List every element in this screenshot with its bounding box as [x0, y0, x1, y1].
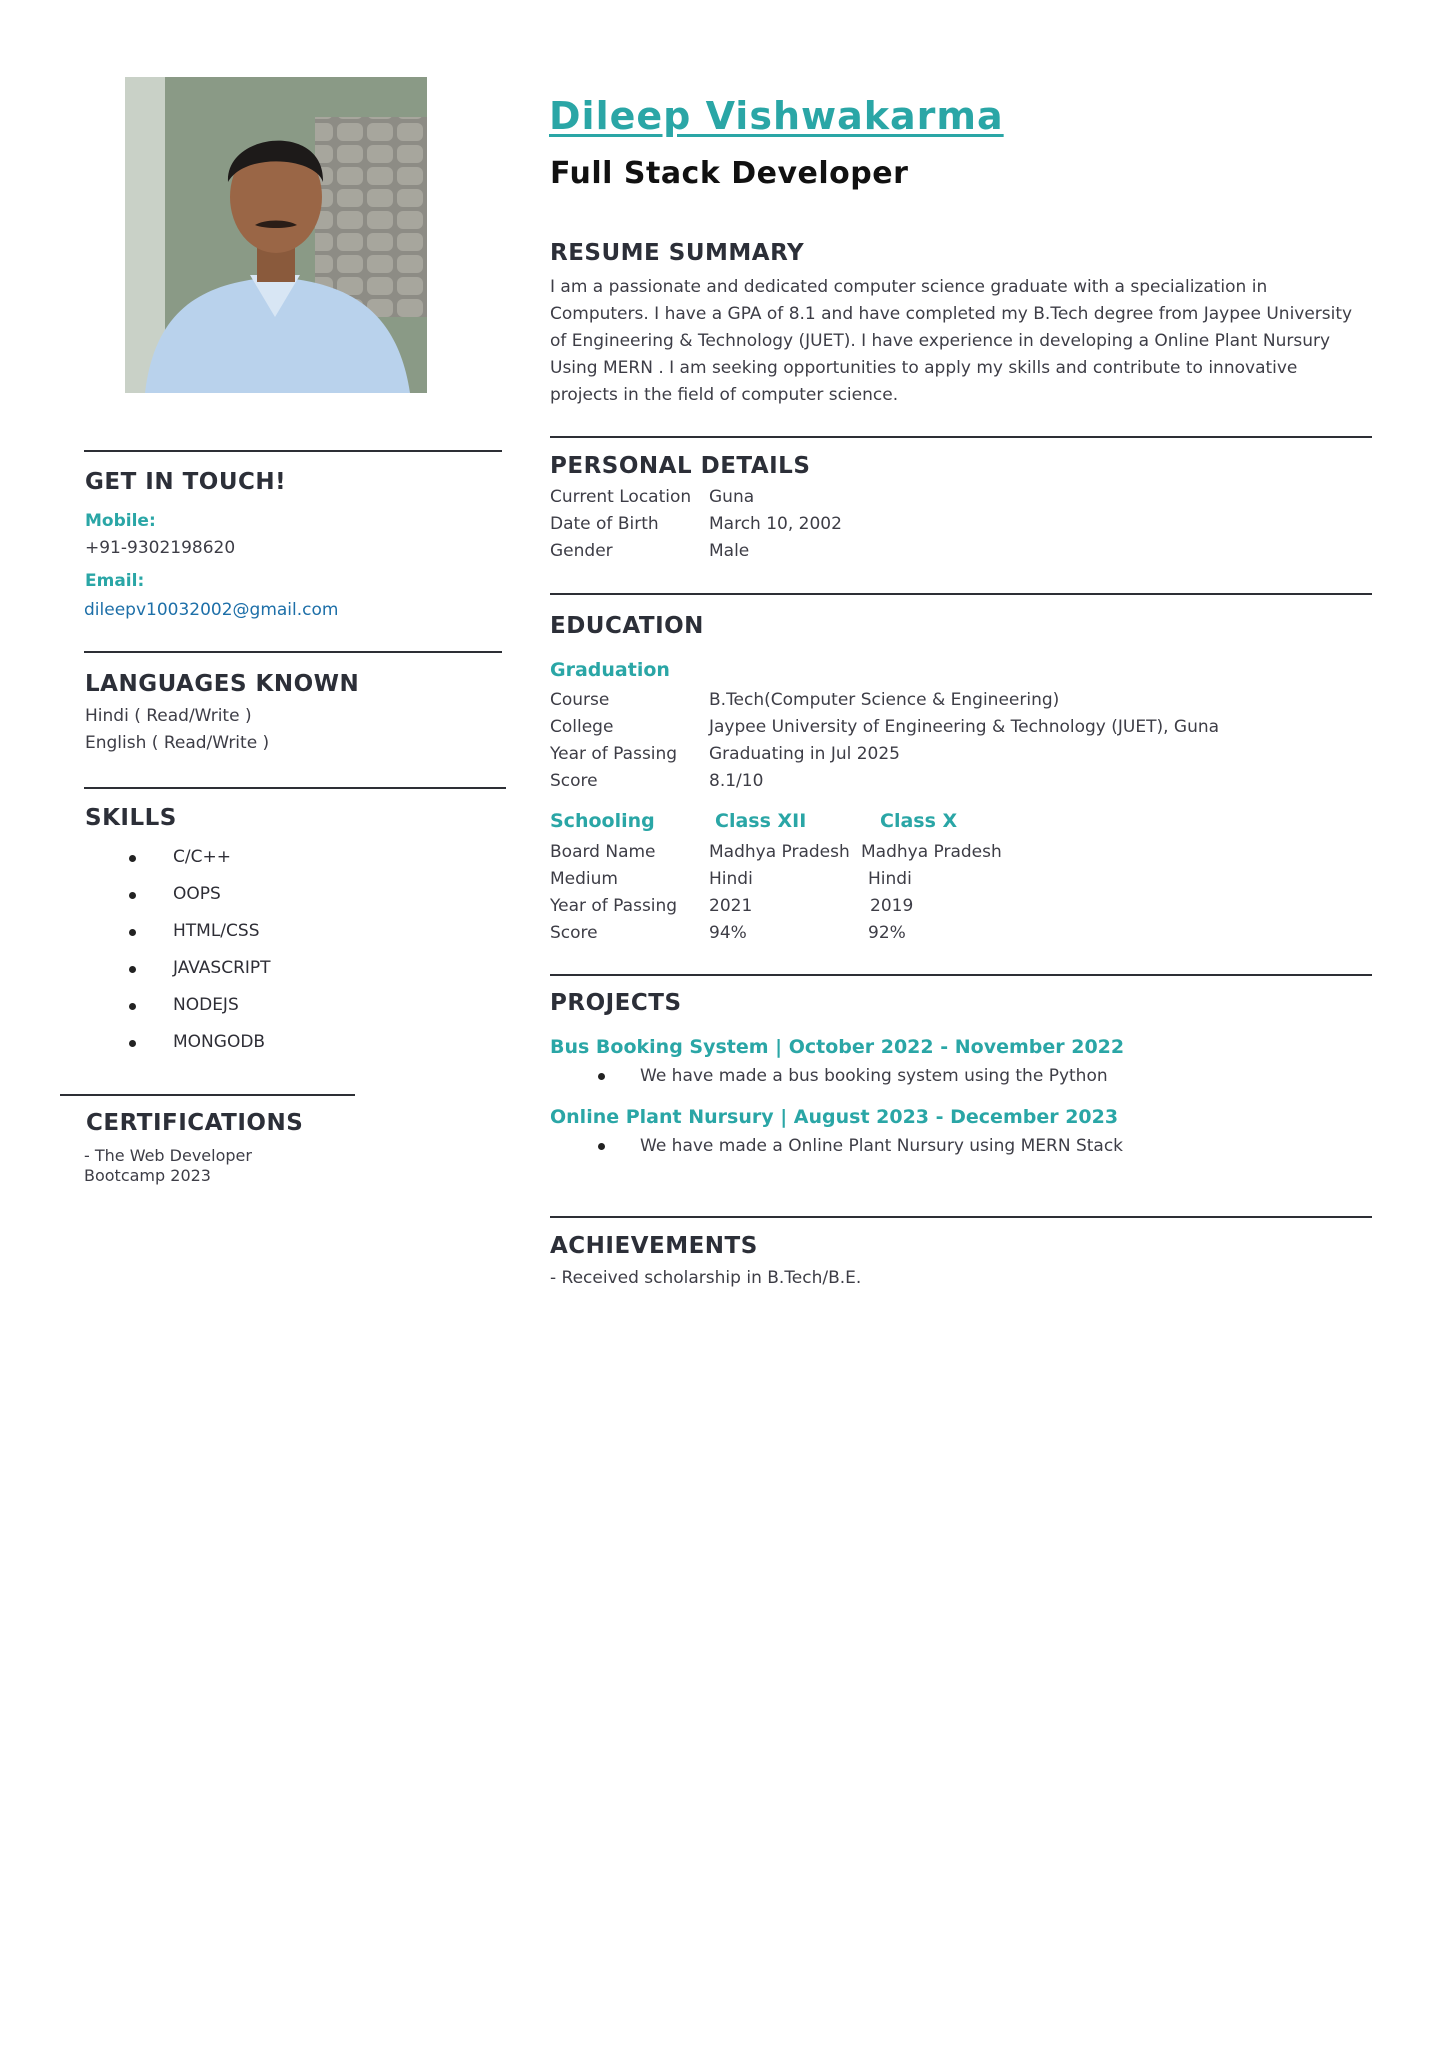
detail-value: Male	[709, 541, 750, 561]
skill-item: NODEJS	[173, 995, 239, 1015]
summary-heading: RESUME SUMMARY	[550, 240, 805, 266]
graduation-label: Graduation	[550, 659, 670, 681]
summary-line: I am a passionate and dedicated computer science graduate with a specialization in	[550, 277, 1268, 297]
project-title: Bus Booking System | October 2022 - November 2022	[550, 1036, 1125, 1058]
language-item: English ( Read/Write )	[85, 733, 270, 753]
education-heading: EDUCATION	[550, 613, 704, 639]
divider	[84, 450, 502, 452]
schooling-key: Board Name	[550, 842, 656, 862]
project-description: We have made a bus booking system using the Python	[640, 1066, 1108, 1086]
summary-line: Computers. I have a GPA of 8.1 and have completed my B.Tech degree from Jaypee University	[550, 304, 1353, 324]
detail-key: Current Location	[550, 487, 692, 507]
detail-value: March 10, 2002	[709, 514, 842, 534]
certification-line: - The Web Developer	[84, 1146, 252, 1165]
candidate-name: Dileep Vishwakarma	[549, 94, 1004, 138]
schooling-key: Year of Passing	[550, 896, 678, 916]
education-key: Year of Passing	[550, 744, 678, 764]
summary-line: projects in the field of computer science.	[550, 385, 899, 405]
achievement-item: - Received scholarship in B.Tech/B.E.	[550, 1268, 862, 1288]
class-10-label: Class X	[880, 810, 958, 832]
project-title: Online Plant Nursury | August 2023 - December 2023	[550, 1106, 1119, 1128]
skills-heading: SKILLS	[85, 805, 177, 831]
achievements-heading: ACHIEVEMENTS	[550, 1233, 758, 1259]
schooling-key: Score	[550, 923, 598, 943]
class-12-label: Class XII	[715, 810, 807, 832]
certifications-heading: CERTIFICATIONS	[86, 1110, 304, 1136]
divider	[550, 974, 1372, 976]
divider	[60, 1094, 355, 1096]
education-value: B.Tech(Computer Science & Engineering)	[709, 690, 1060, 710]
certification-line: Bootcamp 2023	[84, 1166, 211, 1185]
divider	[550, 436, 1372, 438]
skill-item: OOPS	[173, 884, 221, 904]
profile-photo	[125, 77, 427, 393]
bullet-icon	[129, 892, 136, 899]
bullet-icon	[129, 855, 136, 862]
divider	[550, 593, 1372, 595]
class-10-value: 2019	[870, 896, 914, 916]
person-silhouette-icon	[125, 77, 427, 393]
education-key: Course	[550, 690, 610, 710]
education-value: Graduating in Jul 2025	[709, 744, 901, 764]
detail-key: Date of Birth	[550, 514, 659, 534]
summary-text	[550, 274, 1370, 409]
class-12-value: 2021	[709, 896, 753, 916]
bullet-icon	[598, 1073, 605, 1080]
skill-item: C/C++	[173, 847, 231, 867]
detail-key: Gender	[550, 541, 613, 561]
class-10-value: Hindi	[868, 869, 912, 889]
class-10-value: 92%	[868, 923, 906, 943]
detail-value: Guna	[709, 487, 755, 507]
class-10-value: Madhya Pradesh	[861, 842, 1002, 862]
summary-line: of Engineering & Technology (JUET). I have experience in developing a Online Plant Nursury	[550, 331, 1331, 351]
divider	[84, 787, 506, 789]
education-key: Score	[550, 771, 598, 791]
skill-item: HTML/CSS	[173, 921, 260, 941]
email-link[interactable]: dileepv10032002@gmail.com	[84, 600, 339, 620]
bullet-icon	[129, 929, 136, 936]
schooling-label: Schooling	[550, 810, 655, 832]
project-description: We have made a Online Plant Nursury using MERN Stack	[640, 1136, 1124, 1156]
skill-item: JAVASCRIPT	[173, 958, 271, 978]
contact-heading: GET IN TOUCH!	[85, 469, 287, 495]
bullet-icon	[129, 1003, 136, 1010]
education-value: 8.1/10	[709, 771, 764, 791]
bullet-icon	[129, 1040, 136, 1047]
certification-item	[84, 1146, 252, 1186]
education-value: Jaypee University of Engineering & Technology (JUET), Guna	[709, 717, 1220, 737]
email-label: Email:	[85, 571, 145, 591]
class-12-value: Hindi	[709, 869, 753, 889]
personal-details-heading: PERSONAL DETAILS	[550, 453, 811, 479]
class-12-value: Madhya Pradesh	[709, 842, 850, 862]
summary-line: Using MERN . I am seeking opportunities to apply my skills and contribute to innovative	[550, 358, 1298, 378]
bullet-icon	[129, 966, 136, 973]
divider	[84, 651, 502, 653]
languages-heading: LANGUAGES KNOWN	[85, 671, 360, 697]
mobile-number[interactable]: +91-9302198620	[85, 538, 236, 558]
job-title: Full Stack Developer	[550, 156, 909, 191]
education-key: College	[550, 717, 614, 737]
projects-heading: PROJECTS	[550, 990, 682, 1016]
divider	[550, 1216, 1372, 1218]
skill-item: MONGODB	[173, 1032, 266, 1052]
class-12-value: 94%	[709, 923, 747, 943]
mobile-label: Mobile:	[85, 511, 156, 531]
schooling-key: Medium	[550, 869, 618, 889]
bullet-icon	[598, 1143, 605, 1150]
language-item: Hindi ( Read/Write )	[85, 706, 252, 726]
